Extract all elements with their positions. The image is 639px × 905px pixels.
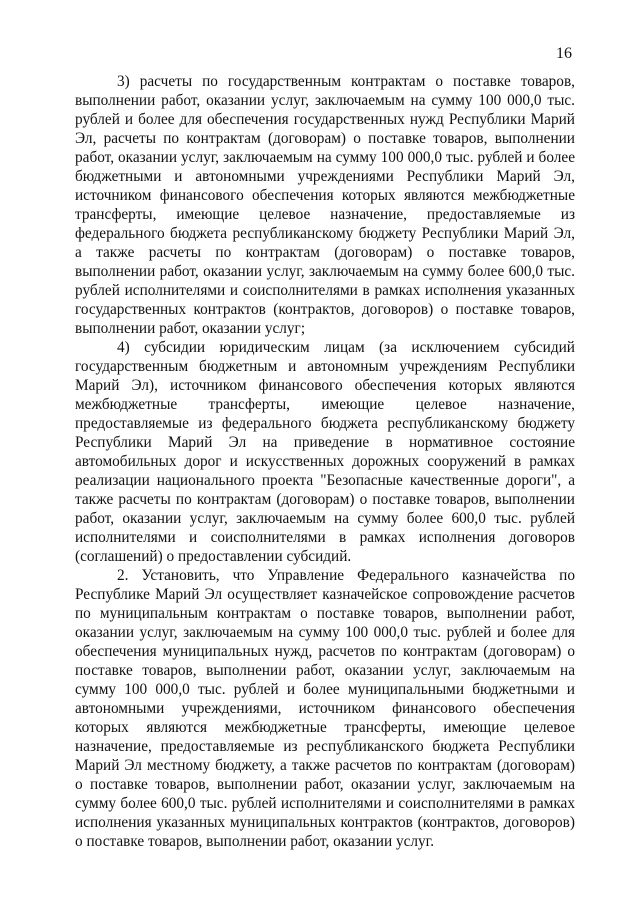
page-number: 16: [556, 45, 572, 62]
paragraph-item-4: 4) субсидии юридическим лицам (за исключением субсидий государственным бюджетным и автономным учреждениям Республики Марий Эл), источником финансового обеспечения которых являются межбюджетные трансферты, имеющие целевое назначение, предоставляемые из федерального бюджета республиканскому бюджету Республики Марий Эл на приведение в нормативное состояние автомобильных дорог и искусственных дорожных сооружений в рамках реализации национального проекта "Безопасные качественные дороги", а также расчеты по контрактам (договорам) о поставке товаров, выполнении работ, оказании услуг, заключаемым на сумму более 600,0 тыс. рублей исполнителями и соисполнителями в рамках исполнения договоров (соглашений) о предоставлении субсидий.: [75, 339, 575, 565]
document-body: [75, 72, 575, 851]
paragraph-item-3: 3) расчеты по государственным контрактам о поставке товаров, выполнении работ, оказании услуг, заключаемым на сумму 100 000,0 тыс. рублей и более для обеспечения государственных нужд Республики Марий Эл, расчеты по контрактам (договорам) о поставке товаров, выполнении работ, оказании услуг, заключаемым на сумму 100 000,0 тыс. рублей и более бюджетными и автономными учреждениями Республики Марий Эл, источником финансового обеспечения которых являются межбюджетные трансферты, имеющие целевое назначение, предоставляемые из федерального бюджета республиканскому бюджету Республики Марий Эл, а также расчеты по контрактам (договорам) о поставке товаров, выполнении работ, оказании услуг, заключаемым на сумму более 600,0 тыс. рублей исполнителями и соисполнителями в рамках исполнения указанных государственных контрактов (контрактов, договоров) о поставке товаров, выполнении работ, оказании услуг;: [75, 73, 575, 337]
paragraph-section-2: 2. Установить, что Управление Федерального казначейства по Республике Марий Эл осуществляет казначейское сопровождение расчетов по муниципальным контрактам о поставке товаров, выполнении работ, оказании услуг, заключаемым на сумму 100 000,0 тыс. рублей и более для обеспечения муниципальных нужд, расчетов по контрактам (договорам) о поставке товаров, выполнении работ, оказании услуг, заключаемым на сумму 100 000,0 тыс. рублей и более муниципальными бюджетными и автономными учреждениями, источником финансового обеспечения которых являются межбюджетные трансферты, имеющие целевое назначение, предоставляемые из республиканского бюджета Республики Марий Эл местному бюджету, а также расчетов по контрактам (договорам) о поставке товаров, выполнении работ, оказании услуг, заключаемым на сумму более 600,0 тыс. рублей исполнителями и соисполнителями в рамках исполнения указанных муниципальных контрактов (контрактов, договоров) о поставке товаров, выполнении работ, оказании услуг.: [75, 567, 575, 850]
